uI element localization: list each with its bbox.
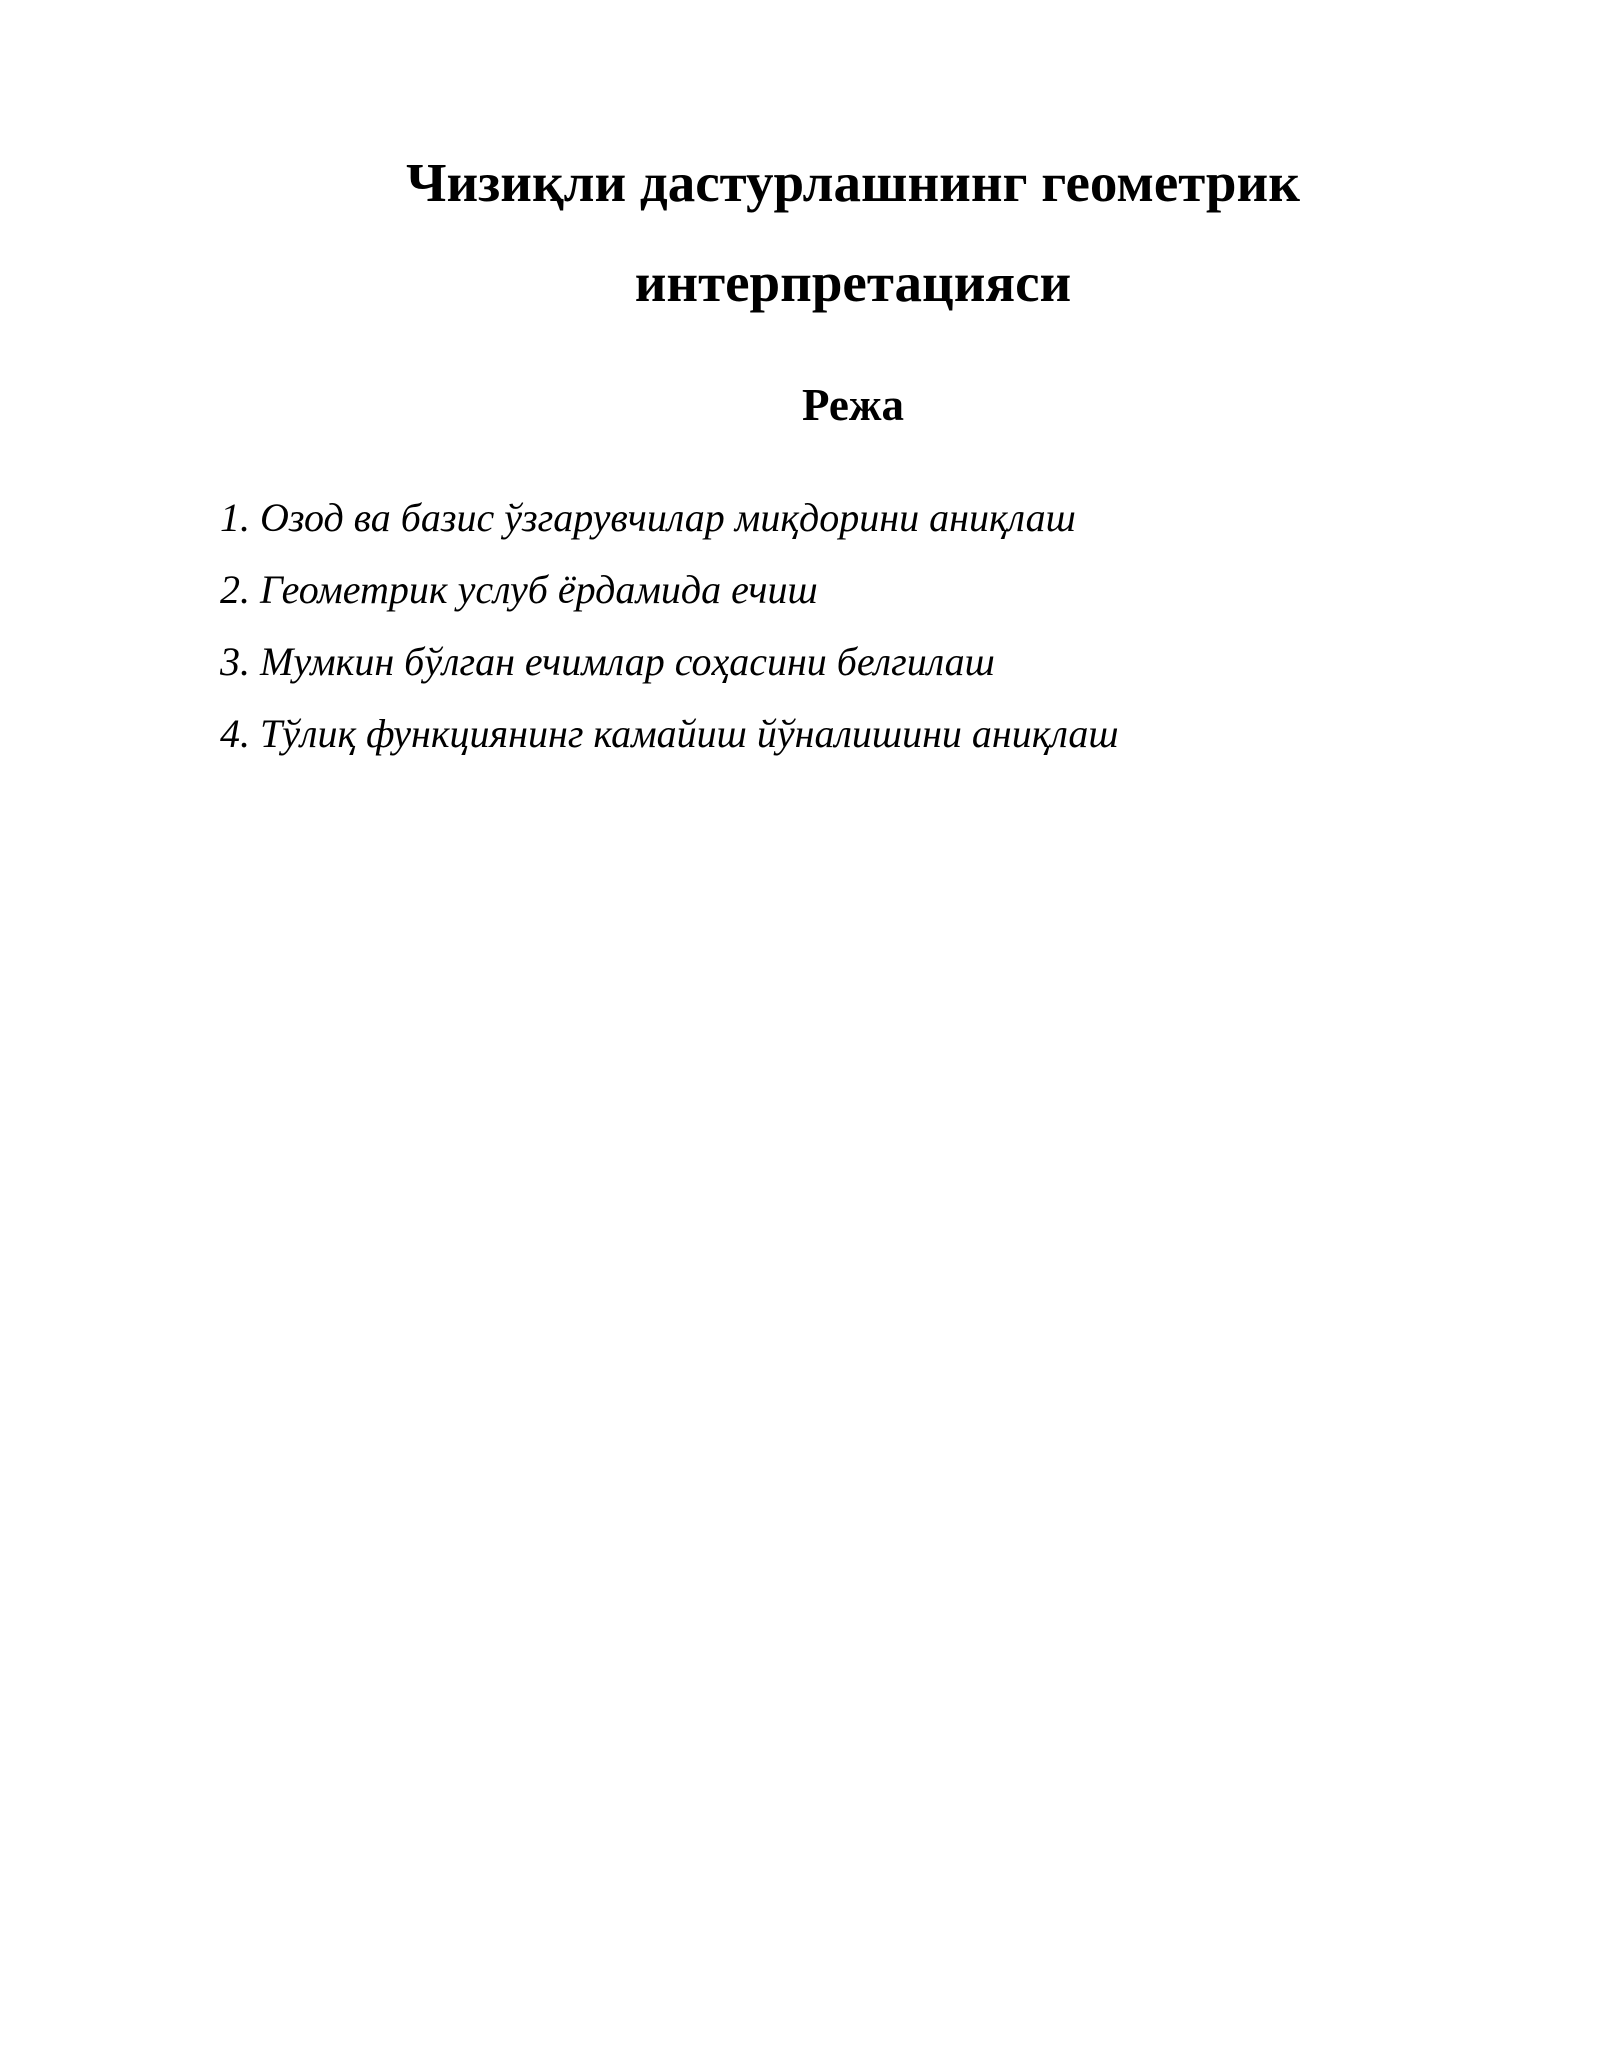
plan-item xyxy=(220,698,1520,770)
plan-item xyxy=(220,482,1520,554)
document-title-line-2: интерпретацияси xyxy=(634,252,1072,313)
plan-heading: Режа xyxy=(802,380,904,430)
plan-item-number: 1. xyxy=(220,495,250,540)
plan-item-text: Тўлиқ функциянинг камайиш йўналишини аниқлаш xyxy=(260,711,1119,756)
plan-item-text: Озод ва базис ўзгарувчилар миқдорини аниқлаш xyxy=(260,495,1076,540)
document-title-line-1: Чизиқли дастурлашнинг геометрик xyxy=(406,152,1300,213)
plan-item-number: 3. xyxy=(220,639,250,684)
plan-item-text: Мумкин бўлган ечимлар соҳасини белгилаш xyxy=(260,639,995,684)
plan-item-number: 2. xyxy=(220,567,250,612)
plan-item xyxy=(220,626,1520,698)
plan-item-text: Геометрик услуб ёрдамида ечиш xyxy=(260,567,818,612)
plan-item-number: 4. xyxy=(220,711,250,756)
plan-list xyxy=(220,482,1520,770)
plan-item xyxy=(220,554,1520,626)
